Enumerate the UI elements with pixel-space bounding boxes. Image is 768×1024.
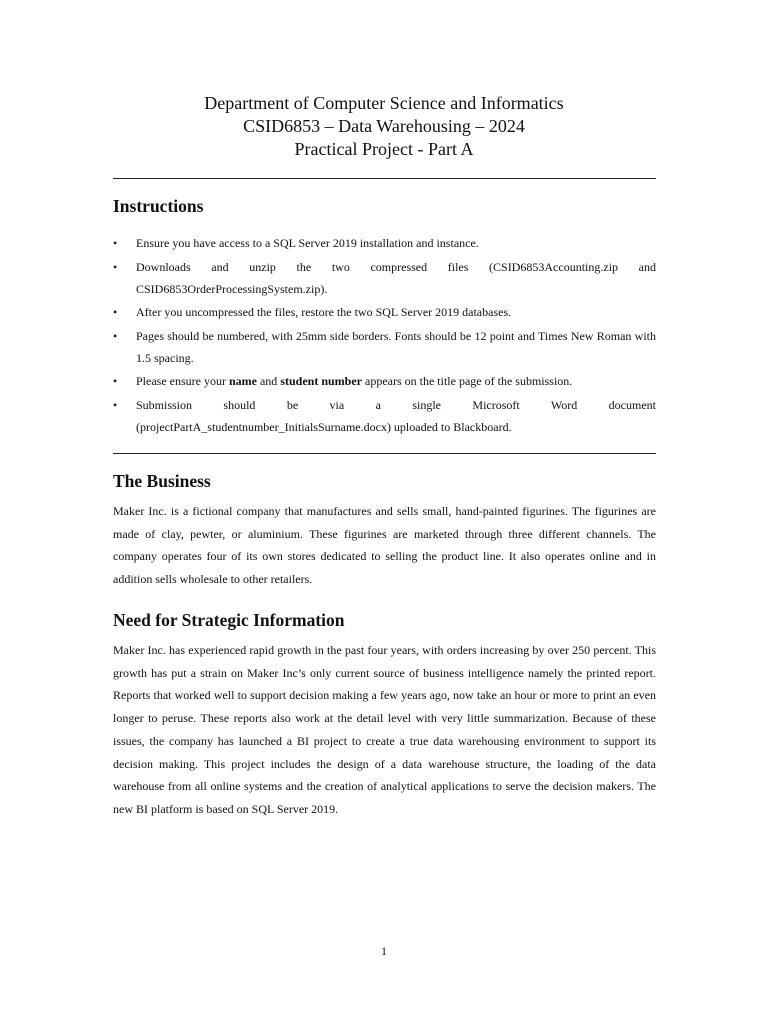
document-header [0, 92, 768, 161]
bullet-icon: • [113, 374, 118, 388]
bullet-icon: • [113, 259, 118, 274]
bullet-icon: • [113, 305, 118, 319]
page-number: 1 [381, 944, 387, 958]
course-title: CSID6853 – Data Warehousing – 2024 [243, 116, 525, 136]
list-item-text-mid: and [256, 374, 281, 388]
name-emphasis: name [228, 374, 257, 388]
list-item-text-pre: Please ensure your [136, 374, 229, 388]
list-item [113, 325, 656, 369]
list-item-text: After you uncompressed the files, restore the two SQL Server 2019 databases. [136, 305, 512, 319]
list-item-text: Downloads and unzip the two compressed files (CSID6853Accounting.zip and CSID6853OrderProcessingSystem.zip). [136, 259, 656, 296]
bullet-icon: • [113, 328, 118, 343]
list-item [113, 394, 656, 438]
bullet-icon: • [113, 236, 118, 250]
header-divider [113, 178, 656, 179]
list-item-text: Ensure you have access to a SQL Server 2019 installation and instance. [136, 236, 479, 250]
business-paragraph: Maker Inc. is a fictional company that manufactures and sells small, hand-painted figurines. The figurines are made of clay, pewter, or aluminium. These figurines are marketed through three different channels. The company operates four of its own stores dedicated to selling the product line. It also operates online and in addition sells wholesale to other retailers. [113, 504, 656, 587]
list-item [113, 232, 656, 254]
bullet-icon: • [113, 397, 118, 412]
list-item [113, 370, 656, 392]
department-title: Department of Computer Science and Informatics [204, 93, 564, 113]
business-heading: The Business [113, 471, 211, 491]
list-item [113, 256, 656, 300]
student-number-emphasis: student number [280, 374, 362, 388]
instructions-divider [113, 453, 656, 454]
list-item-text: Submission should be via a single Microsoft Word document (projectPartA_studentnumber_InitialsSurname.docx) uploaded to Blackboard. [136, 397, 656, 434]
strategic-heading: Need for Strategic Information [113, 610, 345, 630]
project-title: Practical Project - Part A [294, 139, 474, 159]
strategic-paragraph: Maker Inc. has experienced rapid growth in the past four years, with orders increasing by over 250 percent. This growth has put a strain on Maker Inc’s only current source of business intelligence namely the printed report. Reports that worked well to support decision making a few years ago, now take an hour or more to print an even longer to peruse. These reports also work at the detail level with very little summarization. Because of these issues, the company has launched a BI project to create a true data warehousing environment to support its decision making. This project includes the design of a data warehouse structure, the loading of the data warehouse from all online systems and the creation of analytical applications to serve the decision makers. The new BI platform is based on SQL Server 2019. [113, 643, 656, 816]
list-item-text-post: appears on the title page of the submission. [362, 374, 573, 388]
list-item [113, 301, 656, 323]
instructions-list [113, 232, 656, 439]
instructions-heading: Instructions [113, 196, 204, 216]
list-item-text: Pages should be numbered, with 25mm side borders. Fonts should be 12 point and Times New Roman with 1.5 spacing. [136, 328, 656, 365]
